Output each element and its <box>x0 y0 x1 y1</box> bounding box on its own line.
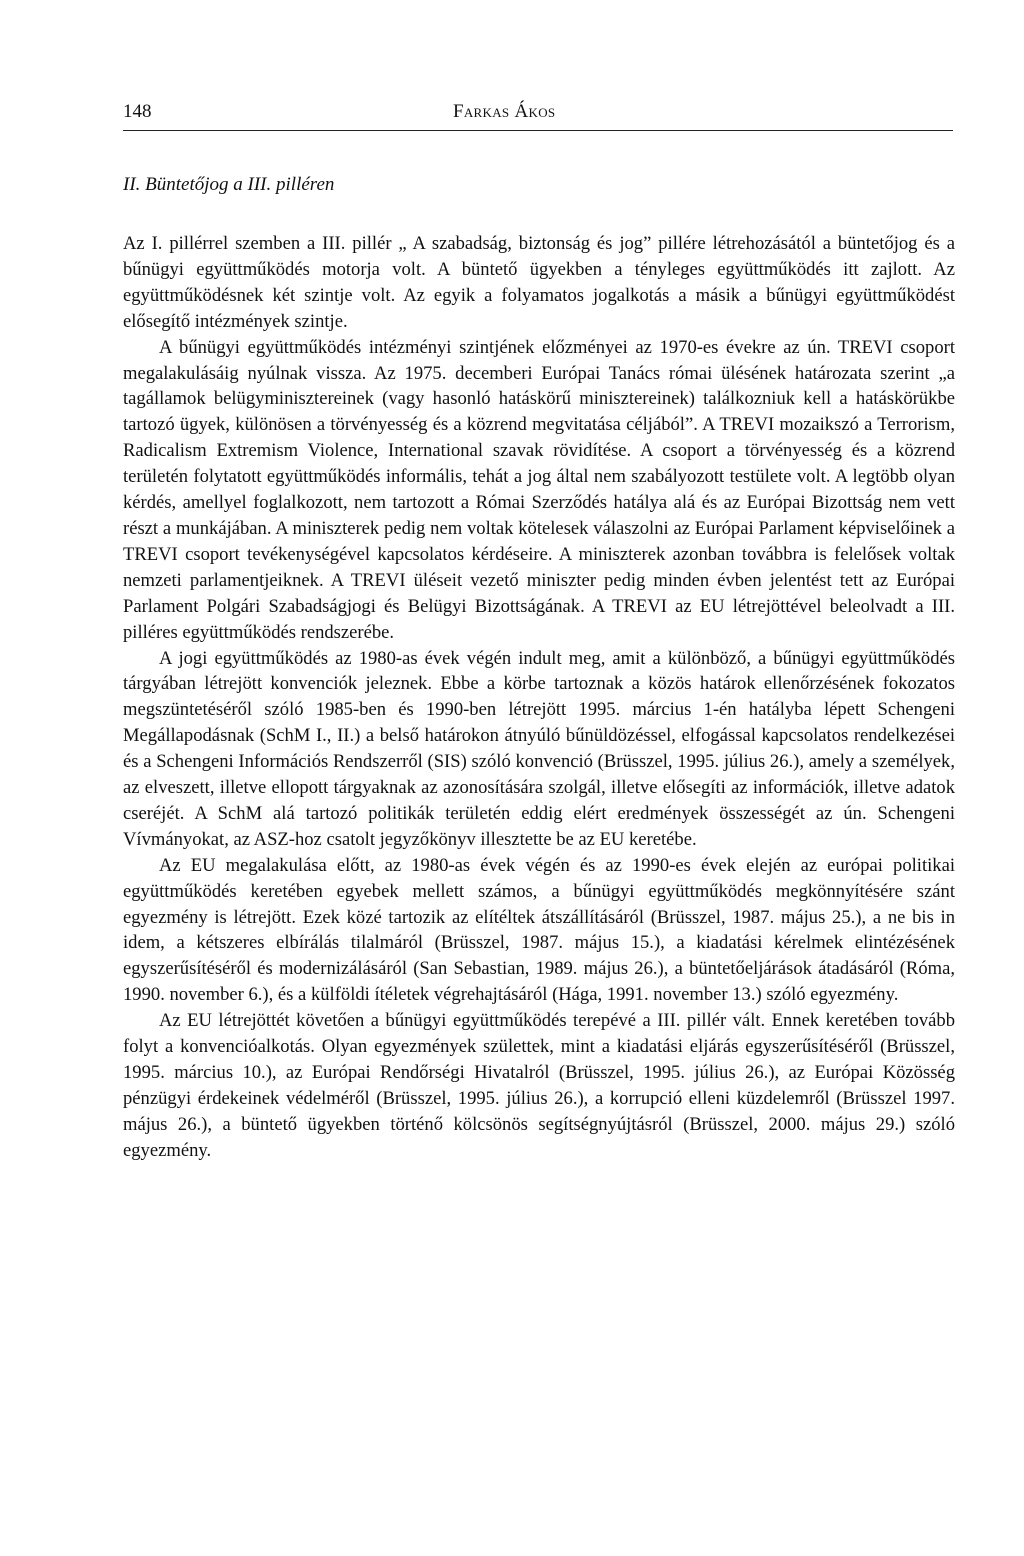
paragraph: A bűnügyi együttműködés intézményi szintjének előzményei az 1970-es évekre az ún. TREVI csoport megalakulásáig nyúlnak vissza. Az 1975. decemberi Európai Tanács római ülésének határozata szerint „a tagállamok belügyminisztereinek (vagy hasonló hatáskörű minisztereinek) találkozniuk kell a hatáskörükbe tartozó ügyek, különösen a törvényesség és a közrend megvitatása céljából”. A TREVI mozaikszó a Terrorism, Radicalism Extremism Violence, International szavak rövidítése. A csoport a törvényesség és a közrend területén folytatott együttműködés informális, tehát a jog által nem szabályozott testülete volt. A legtöbb olyan kérdés, amellyel foglalkozott, nem tartozott a Római Szerződés hatálya alá és az Európai Bizottság nem vett részt a munkájában. A miniszterek pedig nem voltak kötelesek válaszolni az Európai Parlament képviselőinek a TREVI csoport tevékenységével kapcsolatos kérdéseire. A miniszterek azonban továbbra is felelősek voltak nemzeti parlamentjeiknek. A TREVI üléseit vezető miniszter pedig minden évben jelentést tett az Európai Parlament Polgári Szabadságjogi és Belügyi Bizottságának. A TREVI az EU létrejöttével beleolvadt a III. pilléres együttműködés rendszerébe. <box>123 336 955 643</box>
paragraph: Az I. pillérrel szemben a III. pillér „ A szabadság, biztonság és jog” pillére létrehozásától a büntetőjog és a bűnügyi együttműködés motorja volt. A büntető ügyekben a tényleges együttműködés itt zajlott. Az együttműködésnek két szintje volt. Az egyik a folyamatos jogalkotás a másik a bűnügyi együttműködést elősegítő intézmények szintje. <box>123 233 955 332</box>
paragraph: Az EU megalakulása előtt, az 1980-as évek végén és az 1990-es évek elején az európai politikai együttműködés keretében egyebek mellett számos, a bűnügyi együttműködés megkönnyítésére szánt egyezmény is létrejött. Ezek közé tartozik az elítéltek átszállításáról (Brüsszel, 1987. május 25.), a ne bis in idem, a kétszeres elbírálás tilalmáról (Brüsszel, 1987. május 15.), a kiadatási kérelmek elintézésének egyszerűsítéséről és modernizálásáról (San Sebastian, 1989. május 26.), a büntetőeljárások átadásáról (Róma, 1990. november 6.), és a külföldi ítéletek végrehajtásáról (Hága, 1991. november 13.) szóló egyezmény. <box>123 854 955 1006</box>
running-head <box>123 94 955 130</box>
paragraph: Az EU létrejöttét követően a bűnügyi együttműködés terepévé a III. pillér vált. Ennek keretében tovább folyt a konvencióalkotás. Olyan egyezmények születtek, mint a kiadatási eljárás egyszerűsítéséről (Brüsszel, 1995. március 10.), az Európai Rendőrségi Hivatalról (Brüsszel, 1995. július 26.), az Európai Közösség pénzügyi érdekeinek védelméről (Brüsszel, 1995. július 26.), a korrupció elleni küzdelemről (Brüsszel 1997. május 26.), a büntető ügyekben történő kölcsönös segítségnyújtásról (Brüsszel, 2000. május 29.) szóló egyezmény. <box>123 1010 955 1161</box>
paragraph: A jogi együttműködés az 1980-as évek végén indult meg, amit a különböző, a bűnügyi együttműködés tárgyában létrejött konvenciók jeleznek. Ebbe a körbe tartoznak a közös határok ellenőrzésének fokozatos megszüntetéséről szóló 1985-ben és 1990-ben létrejött 1995. március 1-én hatályba lépett Schengeni Megállapodásnak (SchM I., II.) a belső határokon átnyúló bűnüldözéssel, elfogással kapcsolatos rendelkezései és a Schengeni Információs Rendszerről (SIS) szóló konvenció (Brüsszel, 1995. július 26.), amely a személyek, az elveszett, illetve ellopott tárgyaknak az azonosítására szolgál, illetve elősegíti az információk, illetve adatok cseréjét. A SchM alá tartozó politikák területén eddig elért eredmények összességét az ún. Schengeni Vívmányokat, az ASZ-hoz csatolt jegyzőkönyv illesztette be az EU keretébe. <box>123 647 955 850</box>
book-page <box>123 94 955 1164</box>
section-heading: II. Büntetőjog a III. pilléren <box>123 174 335 195</box>
running-title: Farkas Ákos <box>453 101 556 122</box>
header-rule <box>123 130 953 131</box>
body-text <box>123 231 955 1164</box>
page-number: 148 <box>123 101 152 122</box>
